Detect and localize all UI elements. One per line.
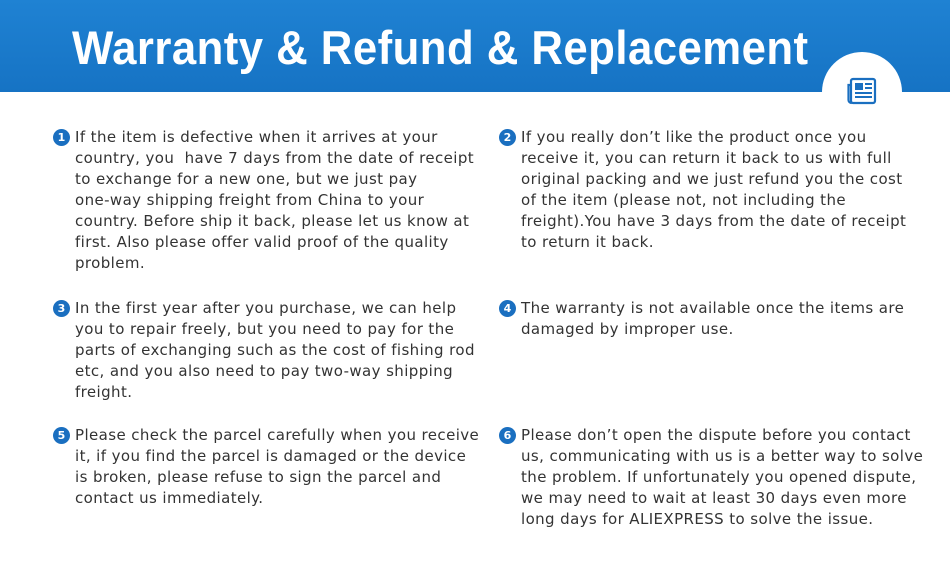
number-badge-6: 6 xyxy=(499,427,516,444)
policy-text-1: If the item is defective when it arrives at your country, you have 7 days from the date of receipt to exchange for a new one, but we just pay one-way shipping freight from China to your country. Before ship it back, please let us know at first. Also please offer valid proof of the quality problem. xyxy=(75,128,475,272)
number-badge-5: 5 xyxy=(53,427,70,444)
newspaper-icon xyxy=(847,52,877,109)
newspaper-badge xyxy=(822,52,902,132)
number-badge-4: 4 xyxy=(499,300,516,317)
policy-item-3 xyxy=(57,298,475,403)
policy-item-4 xyxy=(503,298,905,340)
policy-text-5: Please check the parcel carefully when you receive it, if you find the parcel is damaged or the device is broken, please refuse to sign the parcel and contact us immediately. xyxy=(75,426,480,507)
policy-text-6: Please don’t open the dispute before you contact us, communicating with us is a better way to solve the problem. If unfortunately you opened dispute, we may need to wait at least 30 days even more long days for ALIEXPRESS to solve the issue. xyxy=(521,426,924,528)
page-title: Warranty & Refund & Replacement xyxy=(72,21,809,74)
policy-text-3: In the first year after you purchase, we can help you to repair freely, but you need to pay for the parts of exchanging such as the cost of fishing rod etc, and you also need to pay two-way shipping freight. xyxy=(75,299,475,401)
policy-item-6 xyxy=(503,425,924,530)
number-badge-3: 3 xyxy=(53,300,70,317)
policy-text-2: If you really don’t like the product once you receive it, you can return it back to us with full original packing and we just refund you the cost of the item (please not, not including the freight).You have 3 days from the date of receipt to return it back. xyxy=(521,128,907,251)
policy-item-2 xyxy=(503,127,907,253)
policy-text-4: The warranty is not available once the items are damaged by improper use. xyxy=(521,299,905,338)
policy-item-5 xyxy=(57,425,480,509)
header-banner xyxy=(0,0,950,92)
policy-item-1 xyxy=(57,127,475,274)
number-badge-1: 1 xyxy=(53,129,70,146)
number-badge-2: 2 xyxy=(499,129,516,146)
